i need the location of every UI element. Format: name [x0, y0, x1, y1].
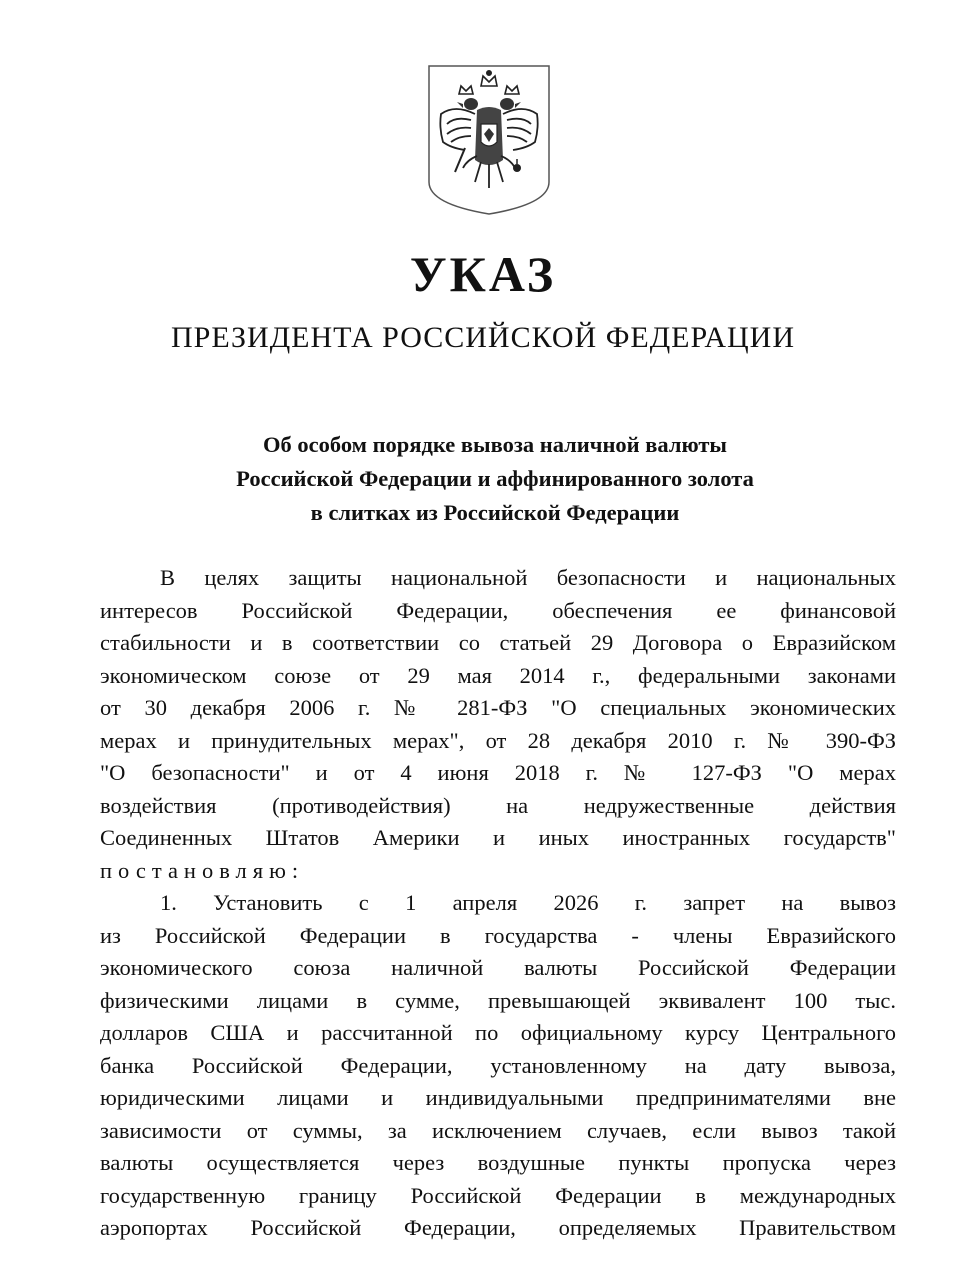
document-heading: [0, 428, 966, 530]
coat-of-arms-emblem: [425, 64, 553, 216]
body-line: постановляю:: [100, 857, 305, 883]
document-title: УКАЗ: [409, 246, 557, 302]
body-line: В целях защиты национальной безопасности и национальных: [160, 565, 896, 590]
heading-line: в слитках из Российской Федерации: [310, 500, 680, 525]
body-line: из Российской Федерации в государства - члены Евразийского: [100, 922, 896, 948]
body-line: физическими лицами в сумме, превышающей эквивалент 100 тыс.: [100, 987, 896, 1013]
body-line: зависимости от суммы, за исключением случаев, если вывоз такой: [100, 1117, 896, 1143]
body-line: валюты осуществляется через воздушные пункты пропуска через: [100, 1150, 896, 1175]
body-line: стабильности и в соответствии со статьей 29 Договора о Евразийском: [100, 630, 896, 655]
body-line: мерах и принудительных мерах", от 28 декабря 2010 г. № 390-ФЗ: [100, 727, 896, 753]
body-line: юридическими лицами и индивидуальными предпринимателями вне: [100, 1085, 896, 1110]
heading-line: Об особом порядке вывоза наличной валюты: [263, 432, 727, 457]
body-line: долларов США и рассчитанной по официальному курсу Центрального: [100, 1020, 896, 1045]
body-line: от 30 декабря 2006 г. № 281-ФЗ "О специальных экономических: [100, 695, 896, 720]
body-line: Соединенных Штатов Америки и иных иностранных государств": [100, 825, 896, 850]
body-line: воздействия (противодействия) на недружественные действия: [100, 792, 896, 818]
body-line: экономического союза наличной валюты Российской Федерации: [100, 955, 896, 980]
body-line: 1. Установить с 1 апреля 2026 г. запрет на вывоз: [160, 890, 896, 915]
body-line: интересов Российской Федерации, обеспечения ее финансовой: [100, 597, 896, 623]
body-line: "О безопасности" и от 4 июня 2018 г. № 127-ФЗ "О мерах: [100, 760, 896, 785]
body-line: банка Российской Федерации, установленному на дату вывоза,: [100, 1052, 896, 1078]
heading-line: Российской Федерации и аффинированного золота: [236, 466, 754, 491]
russian-coat-of-arms-icon: [425, 64, 553, 216]
body-line: аэропортах Российской Федерации, определяемых Правительством: [100, 1215, 896, 1240]
body-line: экономическом союзе от 29 мая 2014 г., федеральными законами: [100, 662, 896, 688]
document-body: [100, 562, 896, 1245]
body-line: государственную границу Российской Федерации в международных: [100, 1182, 896, 1208]
document-subtitle: ПРЕЗИДЕНТА РОССИЙСКОЙ ФЕДЕРАЦИИ: [170, 321, 796, 354]
